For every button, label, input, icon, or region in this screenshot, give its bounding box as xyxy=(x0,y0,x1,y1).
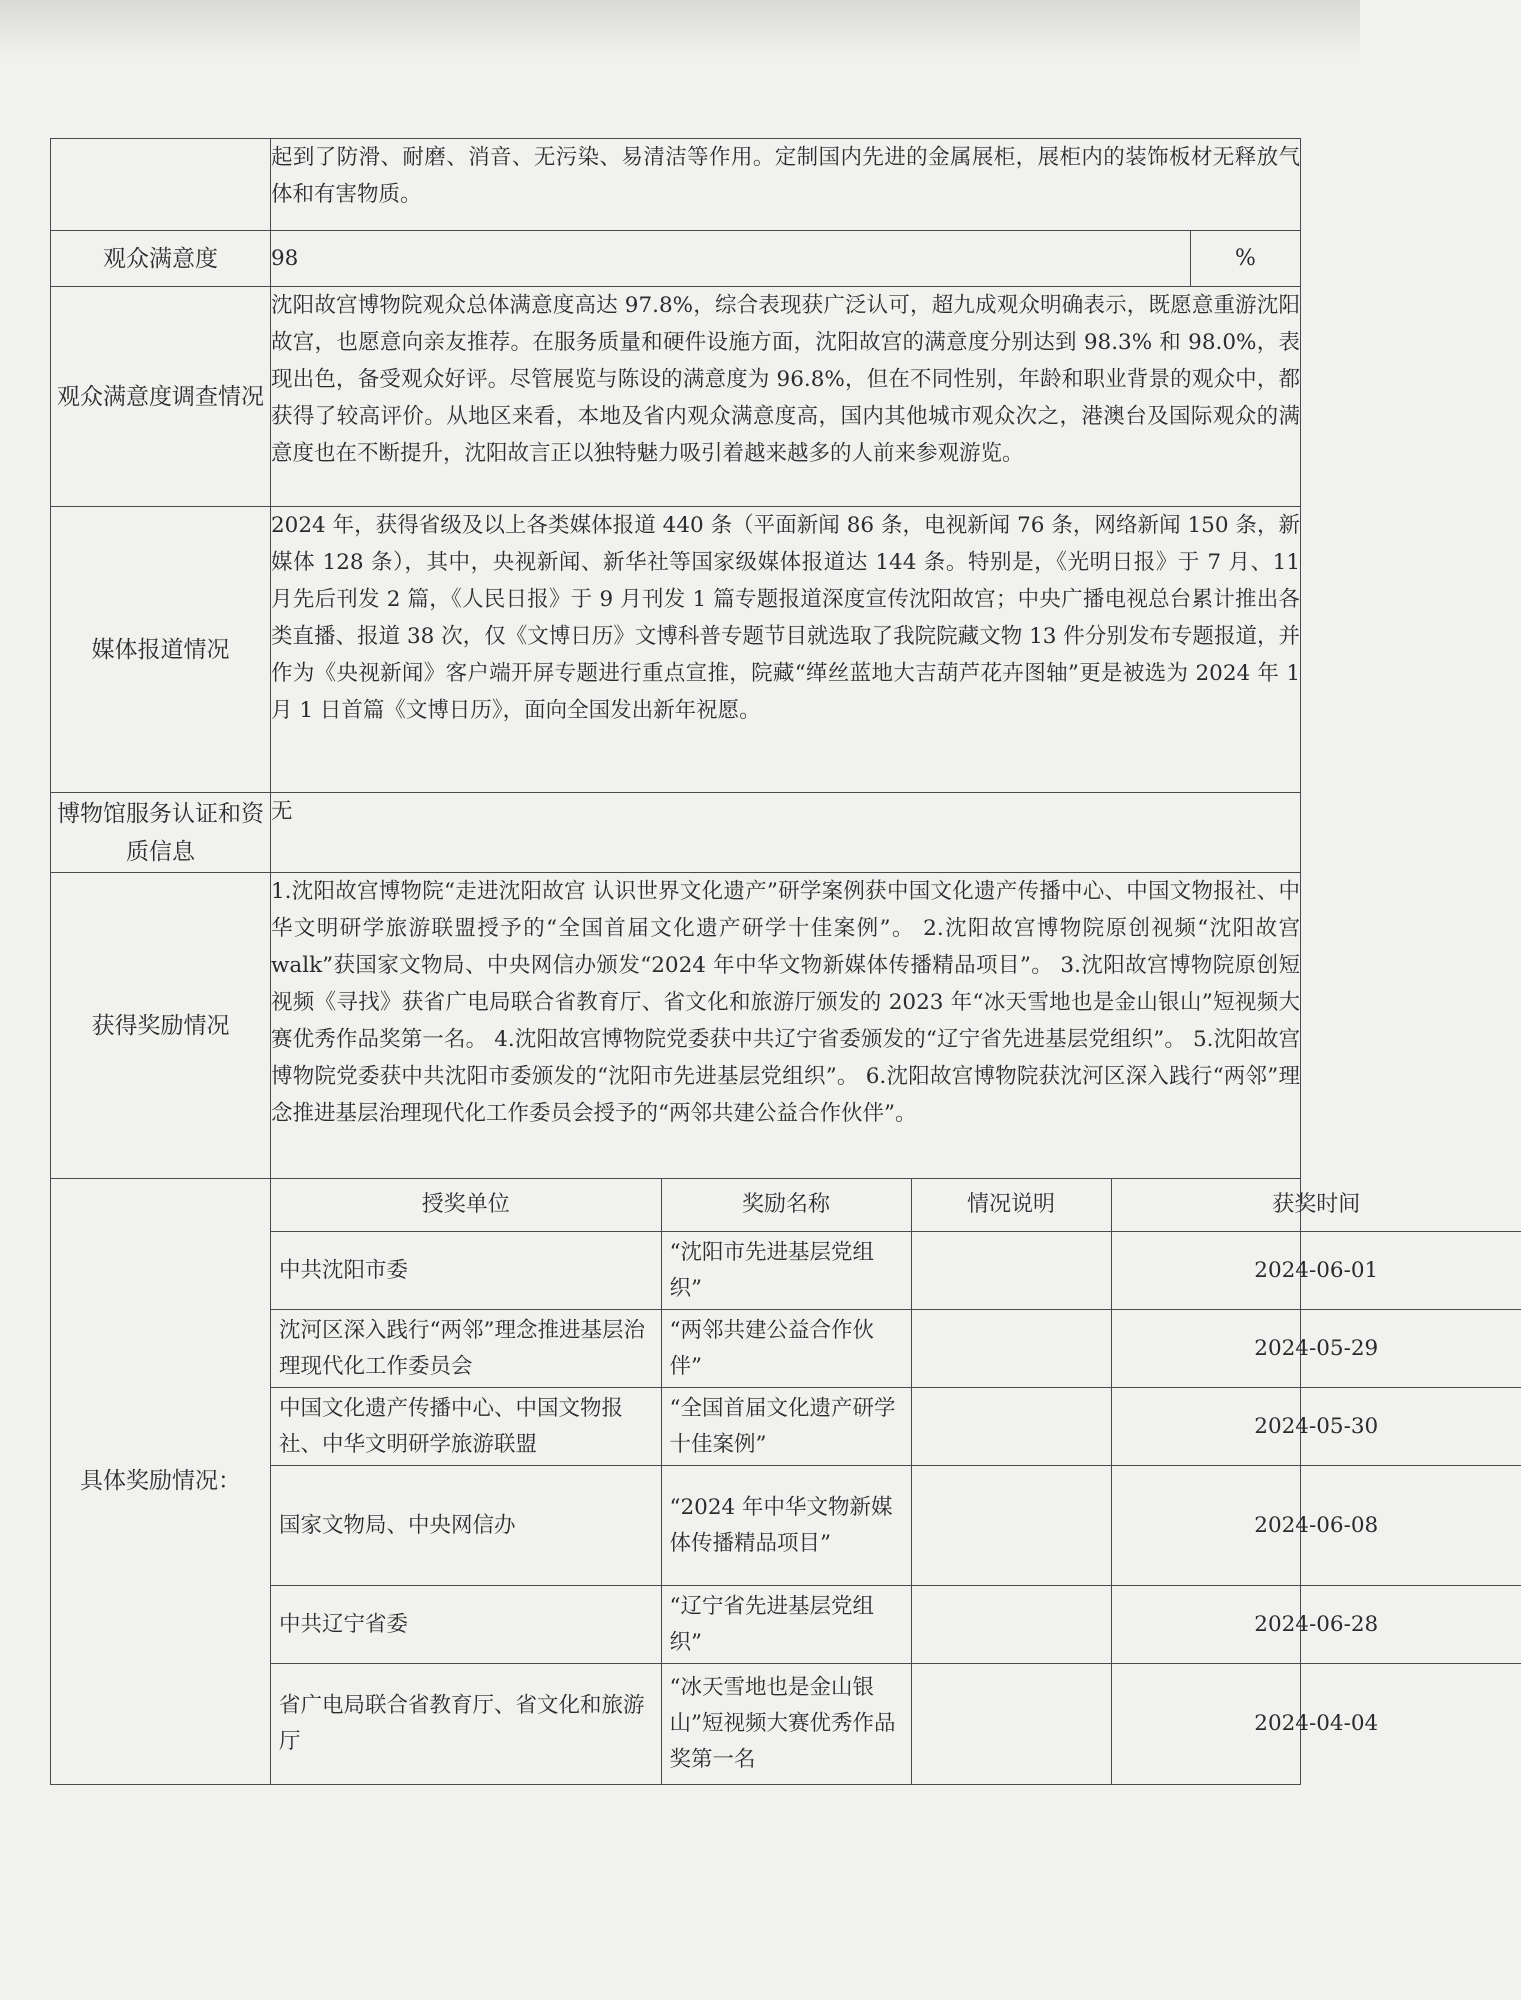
award-note xyxy=(911,1466,1111,1586)
awards-text: 1.沈阳故宫博物院“走进沈阳故宫 认识世界文化遗产”研学案例获中国文化遗产传播中心、中国文物报社、中华文明研学旅游联盟授予的“全国首届文化遗产研学十佳案例”。 2.沈阳故宫博物院原创视频“沈阳故宫 walk”获国家文物局、中央网信办颁发“2024 年中华文物新媒体传播精品项目”。 3.沈阳故宫博物院原创短视频《寻找》获省广电局联合省教育厅、省文化和旅游厅颁发的 2023 年“冰天雪地也是金山银山”短视频大赛优秀作品奖第一名。 4.沈阳故宫博物院党委获中共辽宁省委颁发的“辽宁省先进基层党组织”。 5.沈阳故宫博物院党委获中共沈阳市委颁发的“沈阳市先进基层党组织”。 6.沈阳故宫博物院获沈河区深入践行“两邻”理念推进基层治理现代化工作委员会授予的“两邻共建公益合作伙伴”。 xyxy=(271,873,1301,1179)
award-name: “辽宁省先进基层党组织” xyxy=(661,1586,911,1664)
table-row xyxy=(271,1664,1521,1784)
header-unit: 授奖单位 xyxy=(271,1179,661,1232)
top-continuation-text: 起到了防滑、耐磨、消音、无污染、易清洁等作用。定制国内先进的金属展柜，展柜内的装饰板材无释放气体和有害物质。 xyxy=(271,139,1301,231)
awards-label: 获得奖励情况 xyxy=(51,873,271,1179)
award-details-label: 具体奖励情况： xyxy=(51,1179,271,1785)
top-empty-label xyxy=(51,139,271,231)
award-name: “2024 年中华文物新媒体传播精品项目” xyxy=(661,1466,911,1586)
satisfaction-label: 观众满意度 xyxy=(51,231,271,287)
cert-label: 博物馆服务认证和资质信息 xyxy=(51,793,271,873)
museum-report-table xyxy=(50,138,1379,1785)
table-row xyxy=(271,1586,1521,1664)
award-time: 2024-04-04 xyxy=(1111,1664,1521,1784)
award-table-header xyxy=(271,1179,1521,1232)
award-detail-table xyxy=(271,1179,1521,1784)
award-unit: 中国文化遗产传播中心、中国文物报社、中华文明研学旅游联盟 xyxy=(271,1388,661,1466)
award-note xyxy=(911,1388,1111,1466)
award-time: 2024-05-29 xyxy=(1111,1310,1521,1388)
media-label: 媒体报道情况 xyxy=(51,507,271,793)
award-time: 2024-06-08 xyxy=(1111,1466,1521,1586)
table-row xyxy=(271,1232,1521,1310)
media-text: 2024 年，获得省级及以上各类媒体报道 440 条（平面新闻 86 条，电视新闻 76 条，网络新闻 150 条，新媒体 128 条），其中，央视新闻、新华社等国家级媒体报道达 144 条。特别是，《光明日报》于 7 月、11 月先后刊发 2 篇，《人民日报》于 9 月刊发 1 篇专题报道深度宣传沈阳故宫；中央广播电视总台累计推出各类直播、报道 38 次，仅《文博日历》文博科普专题节目就选取了我院院藏文物 13 件分别发布专题报道，并作为《央视新闻》客户端开屏专题进行重点宣推，院藏“缂丝蓝地大吉葫芦花卉图轴”更是被选为 2024 年 1 月 1 日首篇《文博日历》，面向全国发出新年祝愿。 xyxy=(271,507,1301,793)
award-details-cell xyxy=(271,1179,1379,1785)
award-note xyxy=(911,1310,1111,1388)
cert-text: 无 xyxy=(271,793,1301,873)
award-unit: 省广电局联合省教育厅、省文化和旅游厅 xyxy=(271,1664,661,1784)
award-note xyxy=(911,1664,1111,1784)
header-note: 情况说明 xyxy=(911,1179,1111,1232)
award-time: 2024-06-01 xyxy=(1111,1232,1521,1310)
award-time: 2024-06-28 xyxy=(1111,1586,1521,1664)
award-name: “全国首届文化遗产研学十佳案例” xyxy=(661,1388,911,1466)
award-name: “沈阳市先进基层党组织” xyxy=(661,1232,911,1310)
award-unit: 中共沈阳市委 xyxy=(271,1232,661,1310)
header-time: 获奖时间 xyxy=(1111,1179,1521,1232)
table-row xyxy=(271,1310,1521,1388)
survey-text: 沈阳故宫博物院观众总体满意度高达 97.8%，综合表现获广泛认可，超九成观众明确表示，既愿意重游沈阳故宫，也愿意向亲友推荐。在服务质量和硬件设施方面，沈阳故宫的满意度分别达到 98.3% 和 98.0%，表现出色，备受观众好评。尽管展览与陈设的满意度为 96.8%，但在不同性别，年龄和职业背景的观众中，都获得了较高评价。从地区来看，本地及省内观众满意度高，国内其他城市观众次之，港澳台及国际观众的满意度也在不断提升，沈阳故言正以独特魅力吸引着越来越多的人前来参观游览。 xyxy=(271,287,1301,507)
award-name: “冰天雪地也是金山银山”短视频大赛优秀作品奖第一名 xyxy=(661,1664,911,1784)
award-time: 2024-05-30 xyxy=(1111,1388,1521,1466)
survey-label: 观众满意度调查情况 xyxy=(51,287,271,507)
header-award-name: 奖励名称 xyxy=(661,1179,911,1232)
award-unit: 中共辽宁省委 xyxy=(271,1586,661,1664)
satisfaction-value: 98 xyxy=(271,231,1191,287)
award-unit: 沈河区深入践行“两邻”理念推进基层治理现代化工作委员会 xyxy=(271,1310,661,1388)
table-row xyxy=(271,1388,1521,1466)
satisfaction-unit: % xyxy=(1191,231,1301,287)
award-note xyxy=(911,1232,1111,1310)
award-note xyxy=(911,1586,1111,1664)
scan-shadow xyxy=(0,0,1360,60)
award-unit: 国家文物局、中央网信办 xyxy=(271,1466,661,1586)
award-name: “两邻共建公益合作伙伴” xyxy=(661,1310,911,1388)
table-row xyxy=(271,1466,1521,1586)
